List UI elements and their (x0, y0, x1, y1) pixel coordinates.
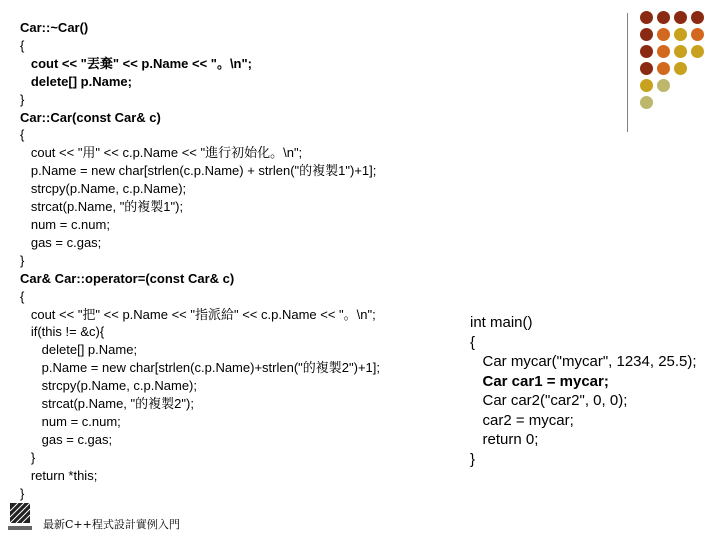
decorative-dot (640, 28, 653, 41)
decorative-dot (674, 62, 687, 75)
code-line: strcat(p.Name, "的複製1"); (20, 199, 184, 215)
code-line: cout << "把" << p.Name << "指派給" << c.p.Name << "。\n"; (20, 306, 376, 322)
decorative-dot (640, 11, 653, 24)
decorative-dot (657, 11, 670, 24)
logo-icon (6, 501, 34, 533)
code-line: cout << "用" << c.p.Name << "進行初始化。\n"; (20, 145, 303, 161)
decorative-dot (691, 11, 704, 24)
code-line: gas = c.gas; (20, 234, 102, 250)
code-line: { (20, 288, 25, 304)
decorative-dot (657, 62, 670, 75)
main-code-line: Car mycar("mycar", 1234, 25.5); (470, 353, 697, 370)
main-code-line: { (470, 333, 476, 351)
decorative-dot (640, 62, 653, 75)
right-code-block (470, 313, 715, 469)
main-code-line: } (470, 450, 476, 468)
code-line: num = c.num; (20, 216, 110, 232)
code-line: strcat(p.Name, "的複製2"); (20, 396, 194, 412)
code-line: if(this != &c){ (20, 324, 105, 340)
decorative-dot (674, 28, 687, 41)
decorative-dot (640, 79, 653, 92)
decorative-dot (657, 45, 670, 58)
main-code-line: Car car1 = mycar; (470, 372, 609, 390)
code-line: Car& Car::operator=(const Car& c) (20, 270, 235, 286)
code-line: p.Name = new char[strlen(c.p.Name)+strlen("的複製2")+1]; (20, 360, 380, 376)
main-code-line: return 0; (470, 431, 539, 448)
code-line: cout << "丟棄" << p.Name << "。\n"; (20, 55, 252, 71)
main-code-line: car2 = mycar; (470, 411, 574, 429)
decorative-dot (657, 79, 670, 92)
book-title-footer: 最新C++程式設計實例入門 (43, 518, 180, 531)
code-line: delete[] p.Name; (20, 342, 138, 358)
main-code-line: int main() (470, 314, 533, 331)
code-line: strcpy(p.Name, c.p.Name); (20, 378, 197, 394)
decorative-dot (674, 11, 687, 24)
code-line: Car::Car(const Car& c) (20, 109, 161, 125)
code-line: { (20, 37, 25, 53)
code-line: num = c.num; (20, 413, 121, 429)
code-line: return *this; (20, 467, 98, 483)
decorative-dot (691, 28, 704, 41)
decorative-dot (640, 45, 653, 58)
code-line: p.Name = new char[strlen(c.p.Name) + strlen("的複製1")+1]; (20, 163, 377, 179)
code-line: delete[] p.Name; (20, 73, 132, 89)
publisher-logo (6, 501, 34, 533)
code-line: Car::~Car() (20, 20, 89, 35)
main-code-line: Car car2("car2", 0, 0); (470, 392, 628, 409)
decorative-vertical-line (627, 13, 628, 132)
code-line: } (20, 91, 25, 107)
code-line: } (20, 485, 25, 501)
code-line: { (20, 127, 25, 143)
code-line: } (20, 252, 25, 268)
decorative-dot (640, 96, 653, 109)
left-code-block (20, 19, 440, 502)
decorative-dot (691, 45, 704, 58)
code-line: gas = c.gas; (20, 431, 113, 447)
decorative-dot (674, 45, 687, 58)
code-line: strcpy(p.Name, c.p.Name); (20, 181, 187, 197)
decorative-dot (657, 28, 670, 41)
code-line: } (20, 449, 36, 465)
